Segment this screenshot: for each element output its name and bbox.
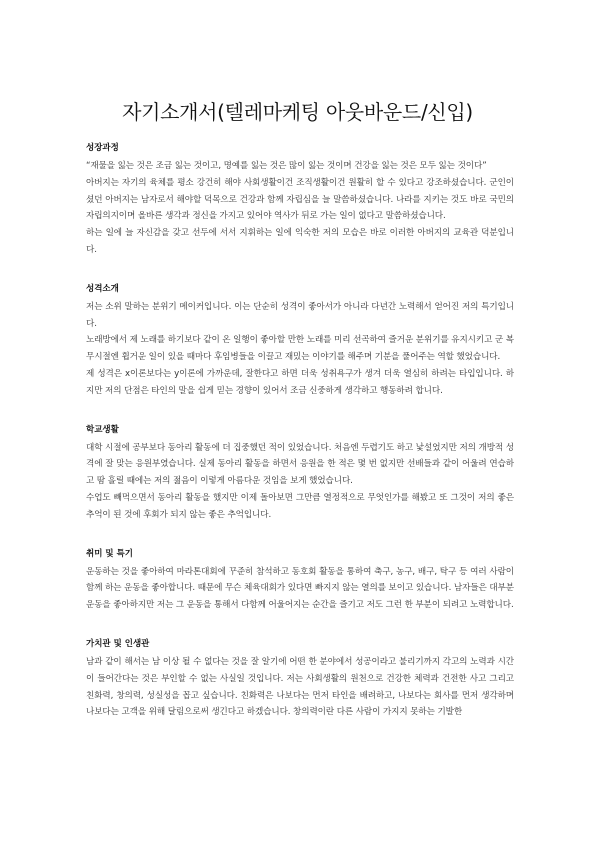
- section-values: [86, 638, 514, 721]
- paragraph: 하는 일에 늘 자신감을 갖고 선두에 서서 지휘하는 일에 익숙한 저의 모습은 바로 이러한 아버지의 교육관 덕분입니다.: [86, 228, 514, 255]
- section-hobbies: [86, 548, 514, 614]
- section-heading: 성장과정: [86, 143, 119, 153]
- paragraph: 아버지는 자기의 육체를 평소 강건히 해야 사회생활이건 조직생활이건 원활히 할 수 있다고 강조하셨습니다. 군인이셨던 아버지는 남자로서 해야할 덕목으로 건강과 함께 자립심을 늘 말씀하셨습니다. 나라를 지키는 것도 바로 국민의 자립의지이며 올바른 생각과 정신을 가지고 있어야 역사가 뒤로 가는 일이 없다고 말씀하셨습니다.: [86, 177, 514, 222]
- paragraph: 운동하는 것을 좋아하여 마라톤대회에 꾸준히 참석하고 동호회 활동을 통하여 축구, 농구, 배구, 탁구 등 여러 사람이 함께 하는 운동을 좋아합니다. 때문에 무슨 체육대회가 있다면 빠지지 않는 열의를 보이고 있습니다. 남자들은 대부분 운동을 좋아하지만 저는 그 운동을 통해서 다함께 어울어지는 순간을 즐기고 저도 그런 한 부분이 되려고 노력합니다.: [86, 566, 514, 611]
- paragraph: 대학 시절에 공부보다 동아리 활동에 더 집중했던 적이 있었습니다. 처음엔 두렵기도 하고 낯설었지만 저의 개방적 성격에 잘 맞는 응원부였습니다. 실제 동아리 활동을 하면서 응원을 한 적은 몇 번 없지만 선배들과 같이 어울려 연습하고 땀 흘릴 때에는 저의 젊음이 이렇게 아름다운 것임을 보게 했었습니다.: [86, 442, 514, 487]
- paragraph: 저는 소위 말하는 분위기 메이커입니다. 이는 단순히 성격이 좋아서가 아니라 다년간 노력해서 얻어진 저의 특기입니다.: [86, 301, 514, 329]
- paragraph: 노래방에서 제 노래를 하기보다 같이 온 일행이 좋아할 만한 노래를 미리 선곡하여 즐거운 분위기를 유지시키고 군 복무시절엔 휩거운 일이 있을 때마다 후임병들을 이끌고 재밌는 이야기를 해주며 기분을 풀어주는 역할 했었습니다.: [86, 335, 514, 363]
- paragraph: 수업도 빼먹으면서 동아리 활동을 했지만 이제 돌아보면 그만큼 열정적으로 무엇인가를 해봤고 또 그것이 저의 좋은 추억이 된 것에 후회가 되지 않는 좋은 추억입니다.: [86, 492, 514, 520]
- section-heading: 성격소개: [86, 283, 119, 294]
- section-heading: 취미 및 특기: [86, 548, 133, 559]
- section-personality: [86, 283, 514, 400]
- section-heading: 학교생활: [86, 424, 119, 435]
- document-body: [86, 142, 514, 747]
- section-school-life: [86, 424, 514, 524]
- section-growth: [86, 142, 514, 259]
- document-title: 자기소개서(텔레마케팅 아웃바운드/신입): [122, 100, 473, 124]
- paragraph: 제 성격은 x이론보다는 y이론에 가까운데, 잘한다고 하면 더욱 성취욕구가 생겨 더욱 열심히 하려는 타입입니다. 하지만 저의 단점은 타인의 말을 쉽게 믿는 경향이 있어서 조금 신중하게 생각하고 행동하려 합니다.: [86, 368, 514, 396]
- section-heading: 가치관 및 인생관: [86, 638, 150, 649]
- paragraph: “재물을 잃는 것은 조금 잃는 것이고, 명예를 잃는 것은 많이 잃는 것이며 건강을 잃는 것은 모두 잃는 것이다”: [86, 161, 487, 171]
- paragraph: 남과 같이 해서는 남 이상 될 수 없다는 것을 잘 알기에 어떤 한 분야에서 성공이라고 불리기까지 각고의 노력과 시간이 들어간다는 것은 부인할 수 없는 사실일 것입니다. 저는 사회생활의 원천으로 건강한 체력과 건전한 사고 그리고 친화력, 창의력, 성실성을 꼽고 싶습니다. 친화력은 나보다는 먼저 타인을 배려하고, 나보다는 회사를 먼저 생각하며 나보다는 고객을 위해 달림으로써 생긴다고 하겠습니다. 창의력이란 다른 사람이 가지지 못하는 기발한: [86, 656, 514, 718]
